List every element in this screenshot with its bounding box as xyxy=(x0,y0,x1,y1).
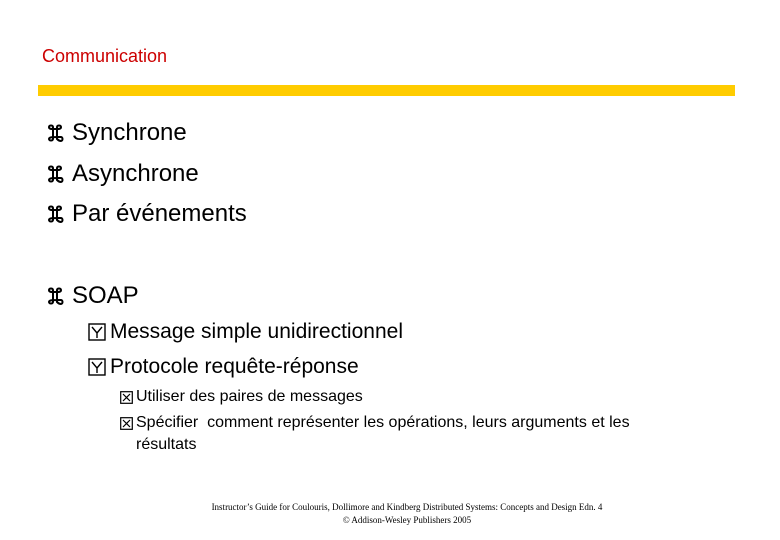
sub-sub-bullet-continuation: résultats xyxy=(136,436,197,453)
z-bullet-icon xyxy=(46,287,64,305)
y-bullet-icon xyxy=(88,358,106,376)
x-bullet-icon xyxy=(120,391,133,404)
sub-bullet-label: Message simple unidirectionnel xyxy=(110,320,403,343)
footer-line-1: Instructor’s Guide for Coulouris, Dollimore and Kindberg Distributed Systems: Concepts and Design Edn. 4 xyxy=(211,502,603,512)
z-bullet-icon xyxy=(46,124,64,142)
bullet-label: Synchrone xyxy=(72,119,187,146)
bullet-item-soap xyxy=(46,282,139,310)
slide-title: Communication xyxy=(42,46,168,66)
sub-bullet-label: Protocole requête-réponse xyxy=(110,355,359,378)
sub-sub-bullet-label: Spécifier comment représenter les opérations, leurs arguments et les xyxy=(136,414,630,431)
footer-line-2: © Addison-Wesley Publishers 2005 xyxy=(342,515,472,525)
x-bullet-icon xyxy=(120,417,133,430)
bullet-label: Asynchrone xyxy=(72,160,199,187)
sub-bullet-message-simple xyxy=(88,320,403,344)
sub-sub-bullet-specifier xyxy=(120,414,630,432)
bullet-item-asynchrone xyxy=(46,160,199,188)
sub-sub-bullet-utiliser xyxy=(120,388,363,406)
z-bullet-icon xyxy=(46,205,64,223)
bullet-label: Par événements xyxy=(72,200,247,227)
bullet-item-par-evenements xyxy=(46,200,247,228)
y-bullet-icon xyxy=(88,323,106,341)
sub-bullet-protocole xyxy=(88,355,359,379)
sub-sub-bullet-label: Utiliser des paires de messages xyxy=(136,388,363,405)
bullet-item-synchrone xyxy=(46,119,187,147)
z-bullet-icon xyxy=(46,165,64,183)
bullet-label: SOAP xyxy=(72,282,139,309)
footer xyxy=(0,501,780,527)
accent-bar xyxy=(38,85,735,96)
